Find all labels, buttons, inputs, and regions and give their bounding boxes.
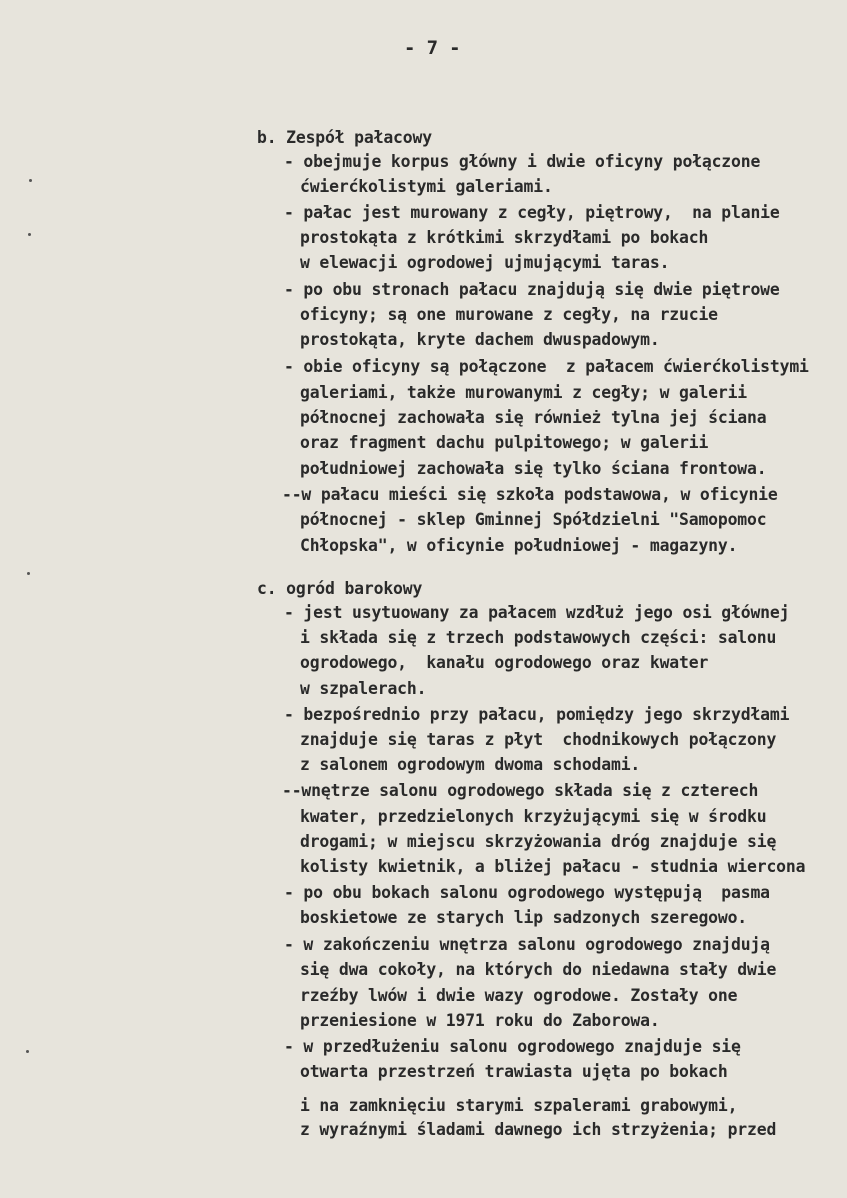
line: galeriami, także murowanymi z cegły; w galerii xyxy=(300,383,748,402)
line: - pałac jest murowany z cegły, piętrowy, na planie xyxy=(284,203,780,222)
line: z salonem ogrodowym dwoma schodami. xyxy=(300,755,641,774)
section-b-heading: b. Zespół pałacowy xyxy=(257,128,432,147)
line: boskietowe ze starych lip sadzonych szeregowo. xyxy=(300,908,748,927)
line: - w przedłużeniu salonu ogrodowego znajduje się xyxy=(284,1037,741,1056)
line: południowej zachowała się tylko ściana frontowa. xyxy=(300,459,767,478)
line: oraz fragment dachu pulpitowego; w galerii xyxy=(300,433,709,452)
line: - po obu bokach salonu ogrodowego występują pasma xyxy=(284,883,770,902)
line: i składa się z trzech podstawowych części: salonu xyxy=(300,628,777,647)
line: rzeźby lwów i dwie wazy ogrodowe. Zostały one xyxy=(300,986,738,1005)
line: - obejmuje korpus główny i dwie oficyny połączone xyxy=(284,152,761,171)
line: w szpalerach. xyxy=(300,679,427,698)
line: - jest usytuowany za pałacem wzdłuż jego osi głównej xyxy=(284,603,790,622)
line: przeniesione w 1971 roku do Zaborowa. xyxy=(300,1011,660,1030)
line: - bezpośrednio przy pałacu, pomiędzy jego skrzydłami xyxy=(284,705,790,724)
line: północnej zachowała się również tylna jej ściana xyxy=(300,408,767,427)
margin-speck xyxy=(29,179,32,182)
line: w elewacji ogrodowej ujmującymi taras. xyxy=(300,253,670,272)
margin-speck xyxy=(28,233,31,236)
line: --wnętrze salonu ogrodowego składa się z czterech xyxy=(282,781,759,800)
line: prostokąta z krótkimi skrzydłami po bokach xyxy=(300,228,709,247)
line: - w zakończeniu wnętrza salonu ogrodowego znajdują xyxy=(284,935,770,954)
line: znajduje się taras z płyt chodnikowych połączony xyxy=(300,730,777,749)
line: otwarta przestrzeń trawiasta ujęta po bokach xyxy=(300,1062,728,1081)
line: oficyny; są one murowane z cegły, na rzucie xyxy=(300,305,718,324)
margin-speck xyxy=(26,1050,29,1053)
line: kolisty kwietnik, a bliżej pałacu - studnia wiercona xyxy=(300,857,806,876)
line: prostokąta, kryte dachem dwuspadowym. xyxy=(300,330,660,349)
line: drogami; w miejscu skrzyżowania dróg znajduje się xyxy=(300,832,777,851)
line: się dwa cokoły, na których do niedawna stały dwie xyxy=(300,960,777,979)
line: i na zamknięciu starymi szpalerami grabowymi, xyxy=(300,1096,738,1115)
line: północnej - sklep Gminnej Spółdzielni "Samopomoc xyxy=(300,510,767,529)
line: z wyraźnymi śladami dawnego ich strzyżenia; przed xyxy=(300,1120,777,1139)
line: ćwierćkolistymi galeriami. xyxy=(300,177,553,196)
page-number: - 7 - xyxy=(404,37,461,59)
line: Chłopska", w oficynie południowej - magazyny. xyxy=(300,536,738,555)
line: - obie oficyny są połączone z pałacem ćwierćkolistymi xyxy=(284,357,809,376)
line: --w pałacu mieści się szkoła podstawowa, w oficynie xyxy=(282,485,778,504)
section-c-heading: c. ogród barokowy xyxy=(257,579,423,598)
line: ogrodowego, kanału ogrodowego oraz kwater xyxy=(300,653,709,672)
line: - po obu stronach pałacu znajdują się dwie piętrowe xyxy=(284,280,780,299)
margin-speck xyxy=(27,572,30,575)
line: kwater, przedzielonych krzyżującymi się w środku xyxy=(300,807,767,826)
